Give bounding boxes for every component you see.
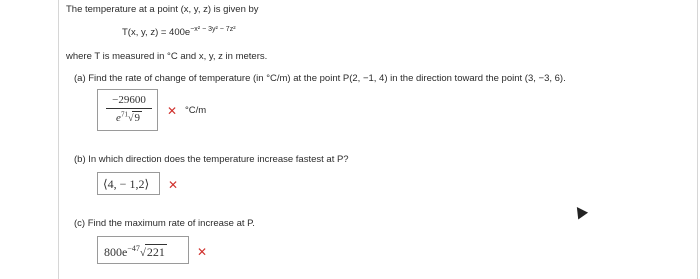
part-a-fraction [106,94,152,125]
temperature-formula [122,27,236,39]
part-a-denominator: $e^{71}√9$ [116,110,140,124]
part-c-question: (c) Find the maximum rate of increase at P. [74,218,255,229]
formula-exponent: −x² − 3y² − 7z² [190,25,236,33]
part-a-answer-field[interactable] [97,89,158,131]
problem-intro: The temperature at a point (x, y, z) is given by [66,4,259,15]
part-a-numerator: −29600 [106,94,152,109]
incorrect-x-icon: ✕ [197,245,208,259]
formula-lhs: T(x, y, z) = 400e [122,27,191,38]
part-b-answer-field[interactable] [97,172,160,195]
part-a-unit: °C/m [185,105,207,116]
part-b-answer-value: ⟨4, − 1,2⟩ [103,177,150,191]
incorrect-x-icon: ✕ [167,104,178,118]
part-a-question: (a) Find the rate of change of temperature (in °C/m) at the point P(2, −1, 4) in the direction toward the point (3, −3, 6). [74,73,566,84]
units-note: where T is measured in °C and x, y, z in meters. [66,51,268,62]
part-b-question: (b) In which direction does the temperature increase fastest at P? [74,154,349,165]
part-c-answer-value: $800e^{-47}√221$ [104,244,165,259]
incorrect-x-icon: ✕ [168,178,179,192]
part-c-answer-field[interactable] [97,236,189,264]
